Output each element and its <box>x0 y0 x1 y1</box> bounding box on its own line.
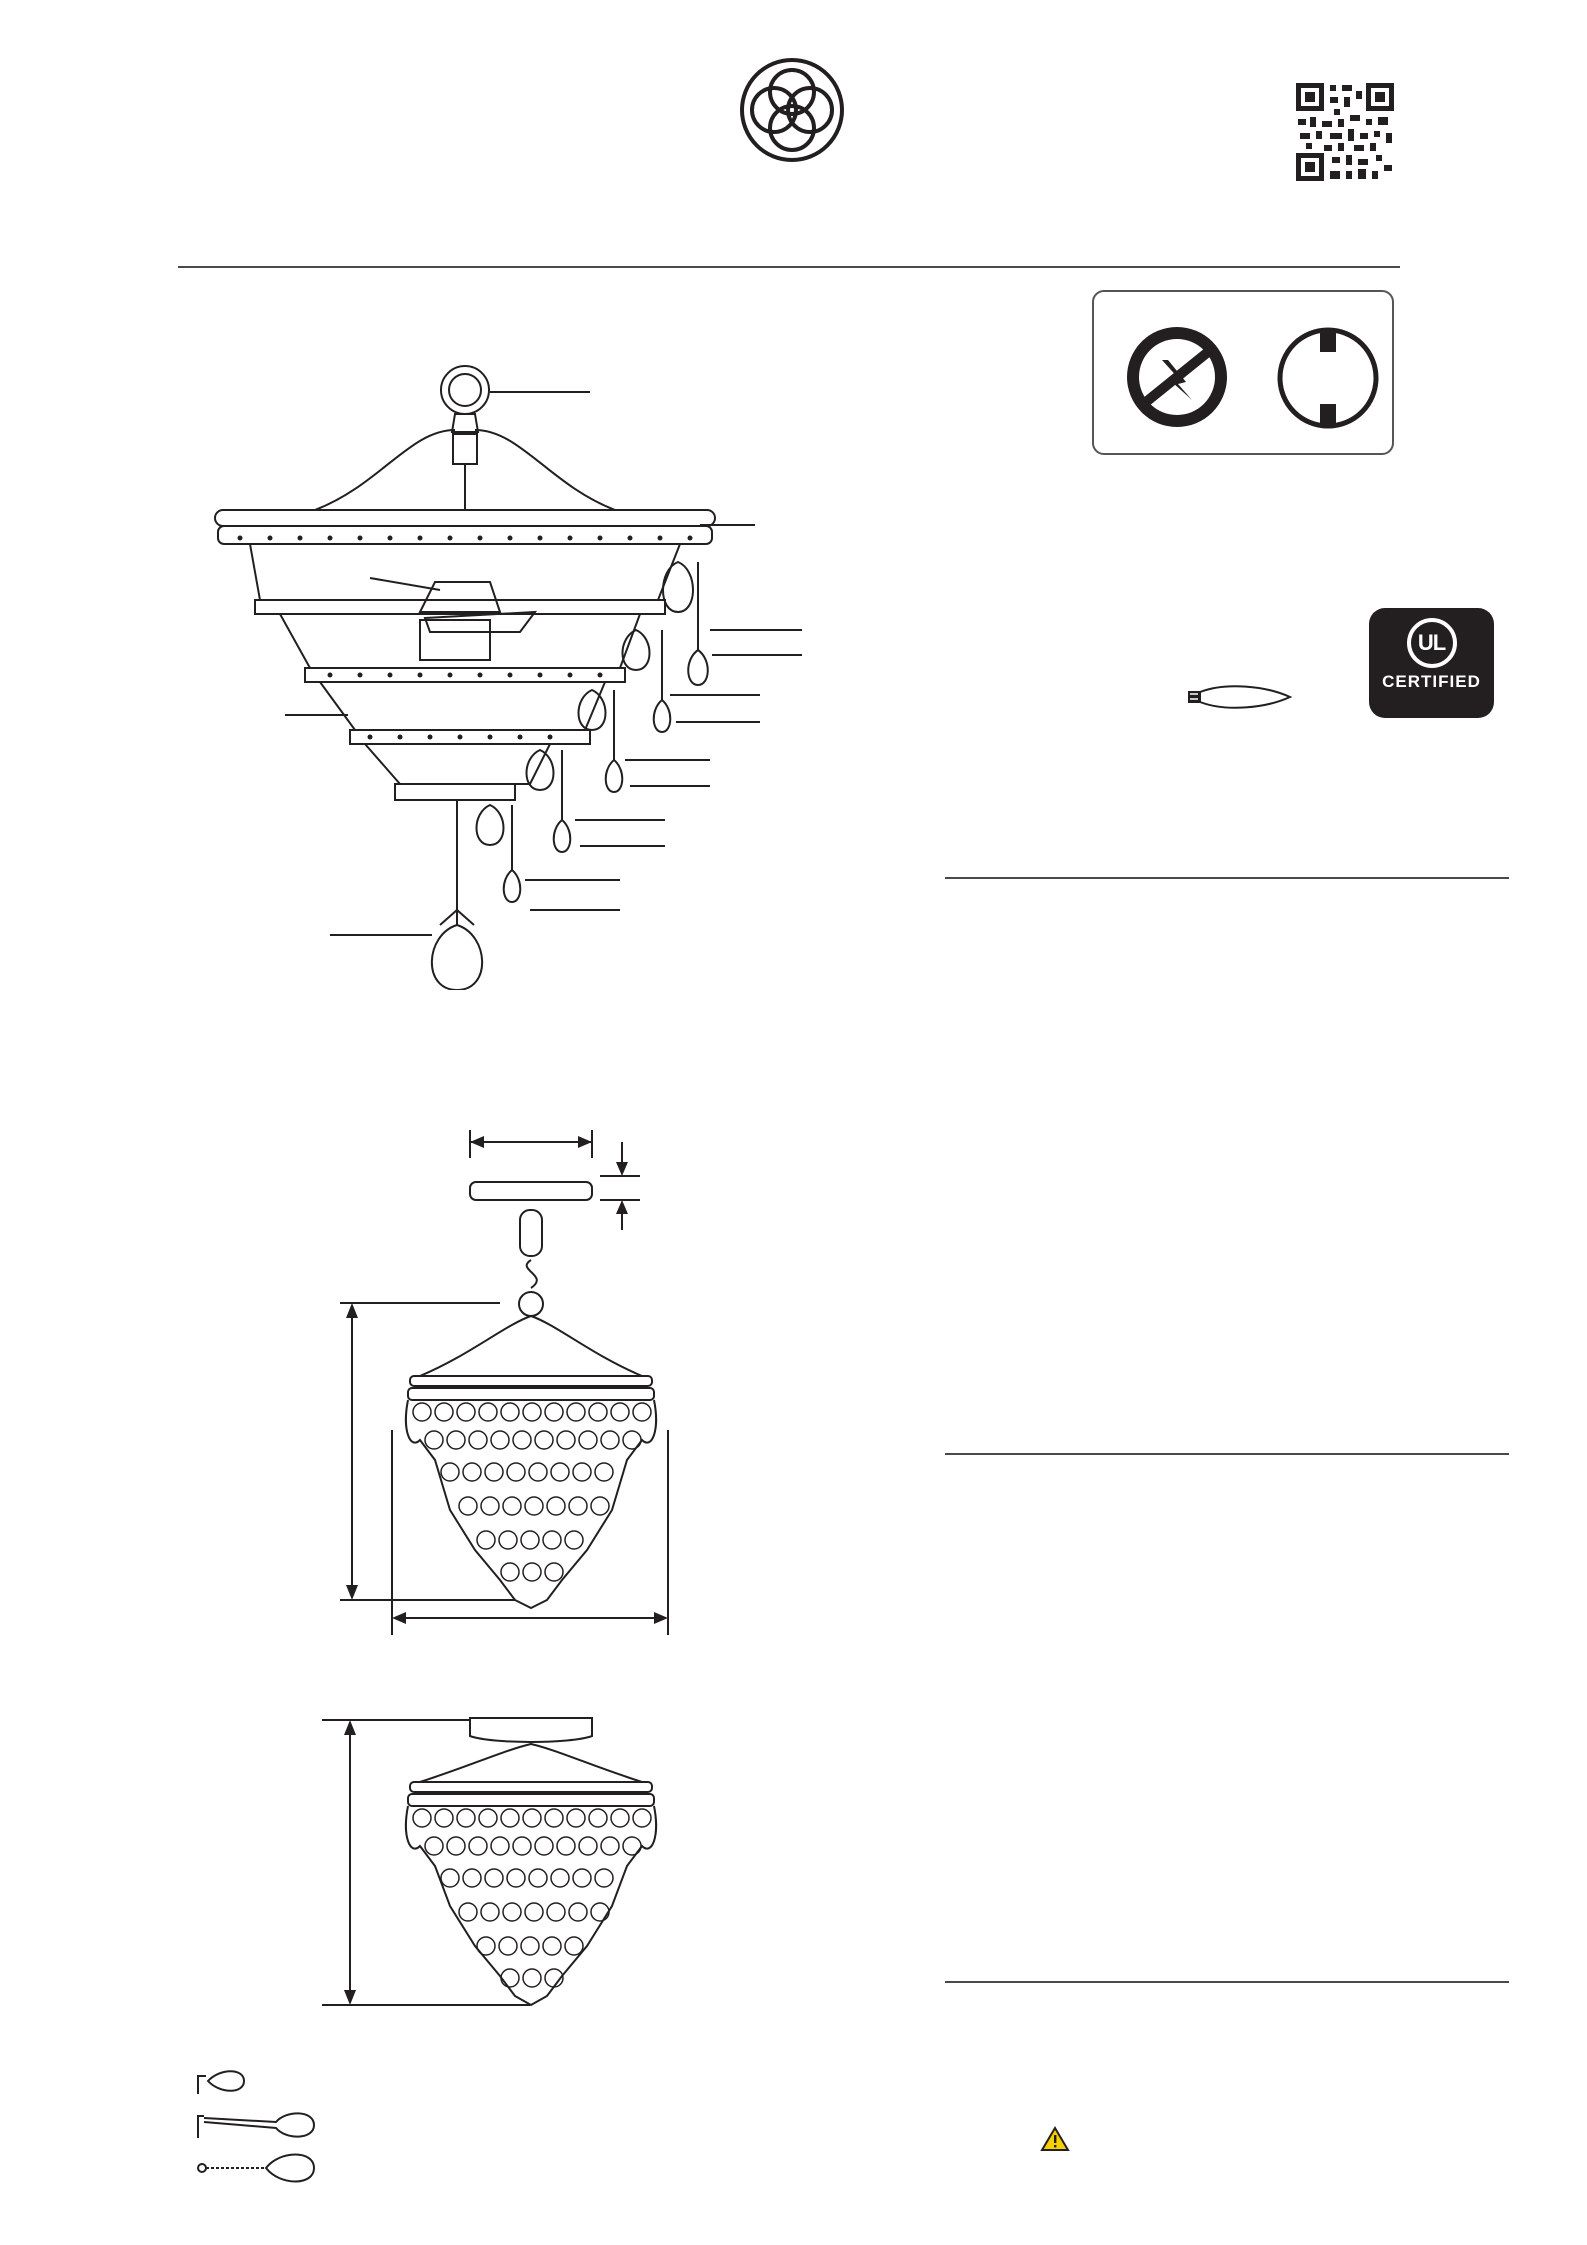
bulb-illustration <box>1186 680 1294 714</box>
quatrefoil-rings-logo-icon <box>736 58 848 162</box>
semi-flush-dimensions <box>310 1700 680 2020</box>
section-divider-2 <box>945 1453 1509 1455</box>
crystal-legend <box>196 2064 326 2184</box>
pendant-dimensions <box>310 1130 680 1650</box>
grounded-outlet-icon <box>1276 326 1380 430</box>
warning-marker <box>1040 2126 1070 2152</box>
no-dimmer-icon <box>1122 322 1232 432</box>
section-divider-3 <box>945 1981 1509 1983</box>
long-hook-crystal-icon <box>196 2108 318 2142</box>
section-divider-1 <box>945 877 1509 879</box>
exploded-fixture-drawing <box>200 350 820 990</box>
header-divider <box>178 266 1400 268</box>
pendant-dimension-drawing <box>310 1130 680 1650</box>
qr-code[interactable] <box>1296 83 1394 181</box>
ul-certified-badge <box>1369 608 1494 718</box>
brand-logo <box>736 58 848 162</box>
ul-mark: UL <box>1407 618 1457 668</box>
parts-diagram <box>200 350 820 990</box>
semi-flush-dimension-drawing <box>310 1700 680 2020</box>
ul-certified-label: CERTIFIED <box>1382 672 1481 691</box>
candelabra-bulb-icon <box>1186 680 1294 714</box>
safety-icons-panel <box>1092 290 1394 455</box>
chain-crystal-icon <box>196 2148 318 2188</box>
short-hook-crystal-icon <box>196 2064 248 2098</box>
qr-code-icon <box>1296 83 1394 181</box>
warning-triangle-icon <box>1040 2126 1070 2152</box>
